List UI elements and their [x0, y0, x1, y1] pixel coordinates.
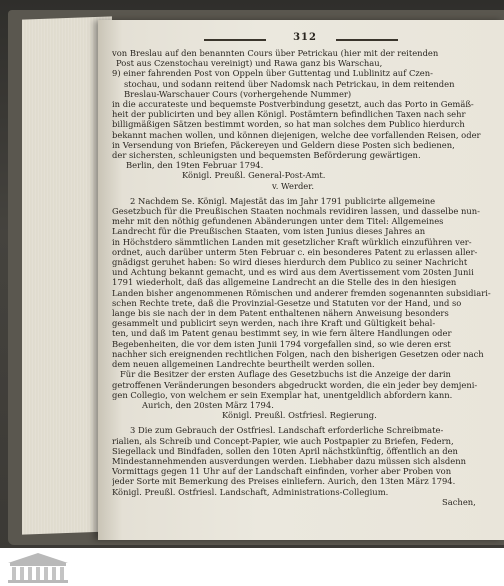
text-line: Für die Besitzer der ersten Auflage des Gesetzbuchs ist die Anzeige der darin: [120, 369, 451, 380]
text-line: nachher sich ereignenden rechtlichen Folgen, nach den bisherigen Gesetzen oder nach: [112, 348, 484, 359]
text-line: dem neuen allgemeinen Landrechte beurtheilt werden sollen.: [112, 359, 375, 370]
text-line: stochau, und sodann reitend über Nadomsk nach Petrickau, in dem reitenden: [124, 78, 455, 89]
text-line: von Breslau auf den benannten Cours über Petrickau (hier mit der reitenden: [112, 48, 439, 58]
text-line: mehr mit den nöthig gefundenen Abänderungen unter dem Titel: Allgemeines: [112, 216, 444, 227]
text-line: in die accurateste und bequemste Postverbindung gesetzt, auch das Porto in Gemäß-: [112, 99, 474, 110]
page-number: 312: [293, 32, 317, 43]
text-line: Königl. Preußl. Ostfriesl. Landschaft, Administrations-Collegium.: [112, 486, 389, 497]
page-text-area: [112, 32, 498, 532]
text-line: getroffenen Veränderungen besonders abgedruckt worden, die ein jeder bey demjeni-: [112, 379, 478, 390]
text-line: 1791 wiederholt, daß das allgemeine Landrecht an die Stelle des in den hiesigen: [112, 277, 457, 288]
text-line: gen Collegio, von welchem er sein Exemplar hat, unentgeldlich abfordern kann.: [112, 389, 453, 400]
text-line: Gesetzbuch für die Preußischen Staaten nochmals revidiren lassen, und dasselbe nun-: [112, 206, 480, 217]
notice-3: [112, 425, 498, 507]
notice-1: [112, 48, 498, 191]
text-line: Mindestannehmenden ausverdungen werden. Liebhaber dazu müssen sich alsdenn: [112, 455, 466, 466]
text-line: Vormittags gegen 11 Uhr auf der Landschaft einfinden, vorher aber Proben von: [112, 466, 452, 477]
text-line: schen Rechte trete, daß die Provinzial-Gesetze und Statuten vor der Hand, und so: [112, 297, 462, 308]
text-line: Landen bisher angenommenen Römischen und anderer fremden sogenannten subsidiari-: [112, 287, 491, 298]
text-line: in Versendung von Briefen, Päckereyen und Geldern diese Posten sich bedienen,: [112, 139, 455, 150]
text-line: rialien, als Schreib und Concept-Papier, wie auch Postpapier zu Briefen, Federn,: [112, 435, 454, 446]
text-line: 9) einer fahrenden Post von Oppeln über Guttentag und Lublinitz auf Czen-: [112, 68, 433, 79]
text-line: gnädigst geruhet haben: So wird dieses hierdurch dem Publico zu seiner Nachricht: [112, 257, 468, 268]
footer-bar: [0, 548, 504, 586]
text-line: der sichersten, schleunigsten und bequemsten Beförderung gewärtigen.: [112, 150, 421, 161]
text-line: billigmäßigen Sätzen bestimmt worden, so hat man solches dem Publico hierdurch: [112, 119, 465, 130]
text-line: Breslau-Warschauer Cours (vorhergehende Nummer): [124, 88, 352, 99]
text-line: und Achtung bekannt gemacht, und es wird aus dem Avertissement vom 20sten Junii: [112, 267, 474, 278]
text-line: 3 Die zum Gebrauch der Ostfriesl. Landschaft erforderliche Schreibmate-: [130, 425, 444, 436]
header-rule-left: [204, 39, 266, 41]
text-line: Landrecht für die Preußischen Staaten, vom isten Junius dieses Jahres an: [112, 226, 426, 237]
text-line: lange bis sie nach der in dem Patent enthaltenen nähern Anweisung besonders: [112, 308, 449, 319]
text-line: heit der publicirten und bey allen Königl. Postämtern befindlichen Taxen nach sehr: [112, 109, 466, 120]
text-line: gesammelt und publicirt seyn werden, nach ihre Kraft und Gültigkeit behal-: [112, 318, 436, 329]
text-line: in Höchstdero sämmtlichen Landen mit gesetzlicher Kraft würklich einzuführen ver-: [112, 236, 472, 247]
notice-2: [112, 196, 498, 420]
text-line: Begebenheiten, die vor dem isten Junii 1794 vorgefallen sind, so wie deren erst: [112, 338, 451, 349]
text-line: bekannt machen wollen, und können diejenigen, welche dee vorfallenden Reisen, oder: [112, 129, 481, 140]
text-line: ordnet, auch darüber unterm 5ten Februar c. ein besonderes Patent zu erlassen aller-: [112, 246, 478, 257]
text-line: jeder Sorte mit Bemerkung des Preises einliefern. Aurich, den 13ten März 1794.: [112, 476, 456, 487]
catchword: Sachen,: [442, 496, 476, 507]
header-rule-right: [336, 39, 398, 41]
notice-1-signatory: v. Werder.: [272, 180, 315, 191]
text-line: Siegellack und Bindfaden, sollen den 10ten April nächstkünftig, öffentlich an den: [112, 445, 458, 456]
text-line: 2 Nachdem Se. Königl. Majestät das im Jahr 1791 publicirte allgemeine: [130, 195, 436, 206]
notice-2-signature: Königl. Preußl. Ostfriesl. Regierung.: [222, 410, 377, 421]
book-page: [98, 20, 504, 540]
notice-1-signature: Königl. Preußl. General-Post-Amt.: [182, 170, 326, 181]
notice-2-date: Aurich, den 20sten März 1794.: [142, 399, 274, 410]
library-building-logo: [6, 551, 70, 583]
text-line: ten, und daß im Patent genau bestimmt sey, in wie fern ältere Handlungen oder: [112, 328, 452, 339]
page-header: [112, 32, 498, 48]
text-line: Post aus Czenstochau vereinigt) und Rawa ganz bis Warschau,: [116, 58, 383, 69]
notice-1-date: Berlin, den 19ten Februar 1794.: [126, 160, 264, 171]
